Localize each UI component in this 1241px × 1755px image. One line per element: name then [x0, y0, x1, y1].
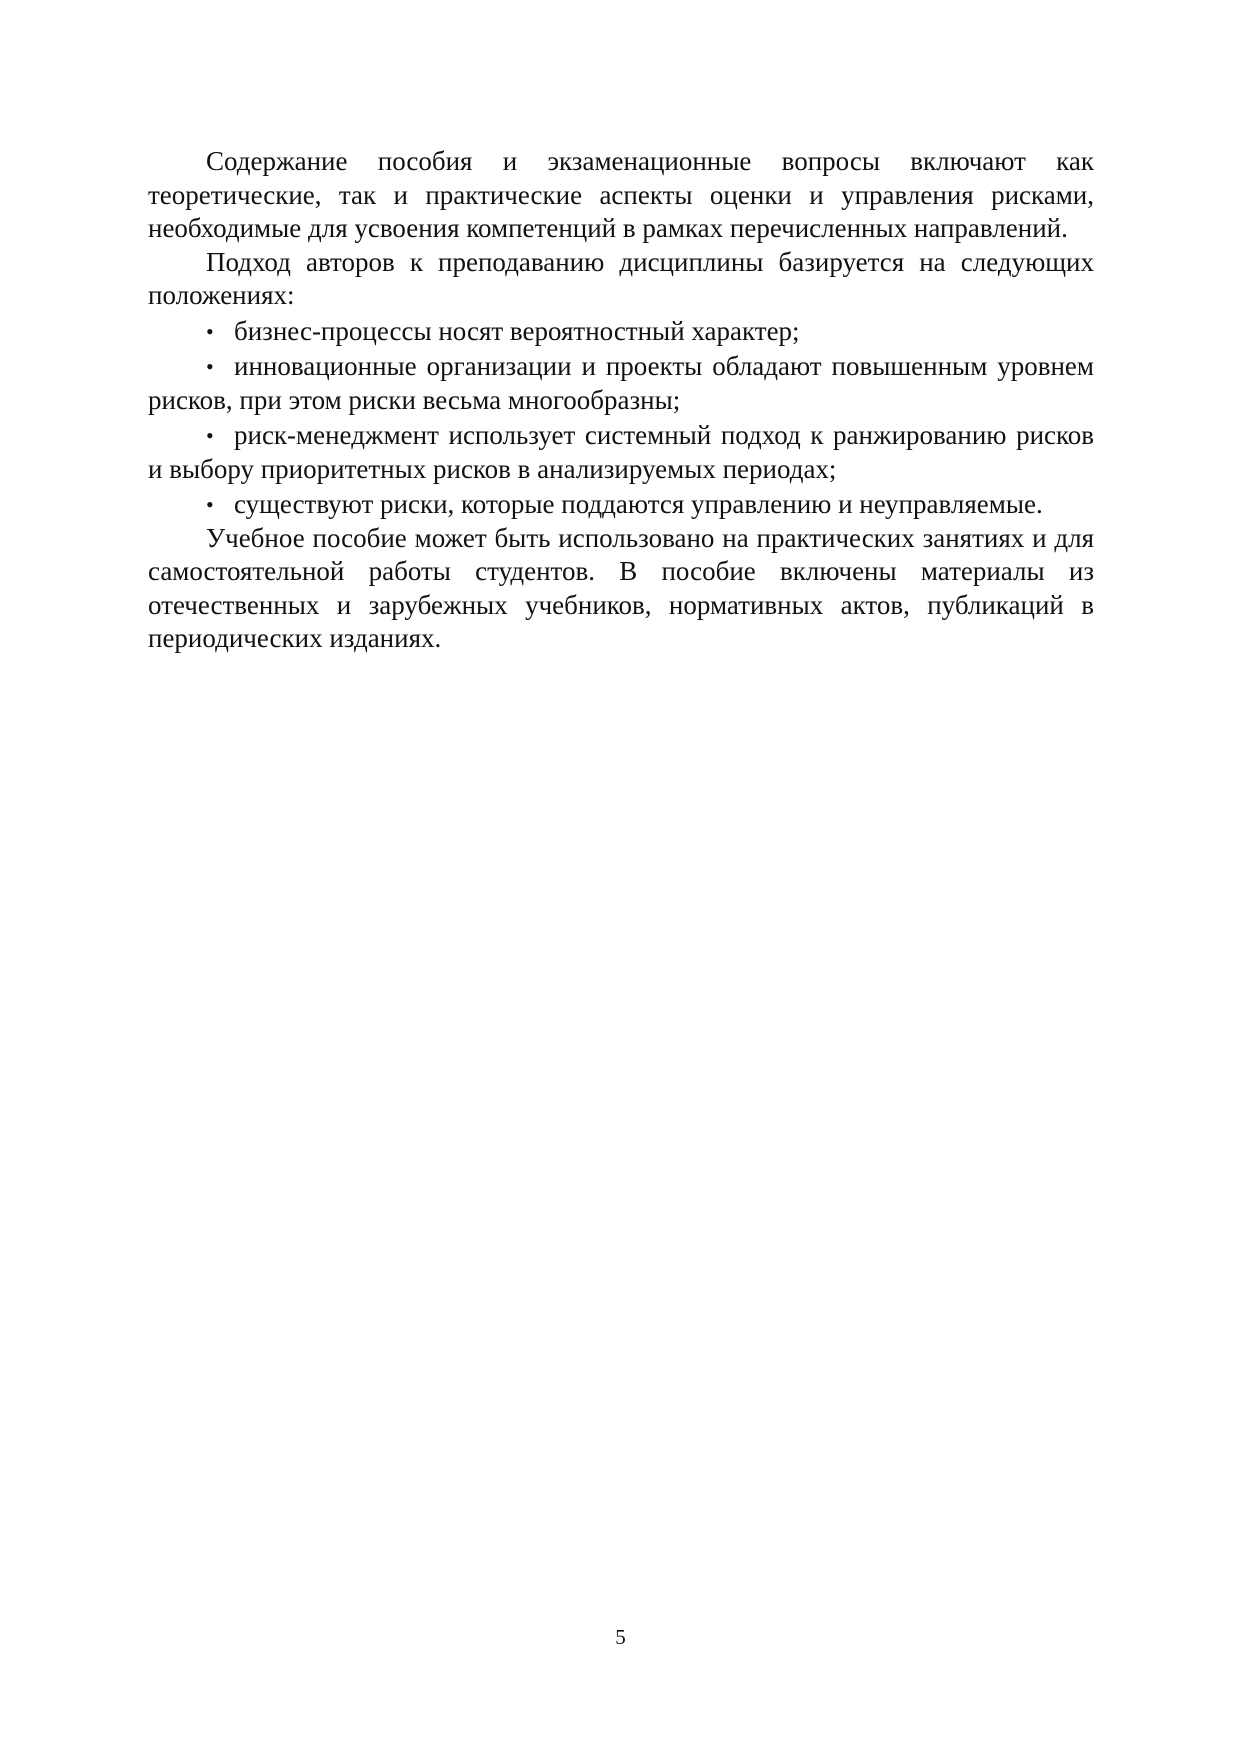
list-item [148, 488, 1094, 522]
page-body [148, 145, 1094, 656]
list-item [148, 419, 1094, 486]
list-item [148, 350, 1094, 417]
list-item-text: бизнес-процессы носят вероятностный характер; [234, 315, 800, 346]
list-item-text: инновационные организации и проекты обладают повышенным уровнем рисков, при этом риски весьма многообразны; [148, 351, 1094, 415]
bullet-icon: • [206, 492, 214, 517]
list-item-text: существуют риски, которые поддаются управлению и неуправляемые. [234, 489, 1043, 519]
bullet-list [148, 315, 1094, 522]
bullet-icon: • [206, 318, 214, 344]
paragraph-approach: Подход авторов к преподаванию дисциплины базируется на следующих положениях: [148, 246, 1094, 310]
list-item-text: риск-менеджмент использует системный подход к ранжированию рисков и выбору приоритетных рисков в анализируемых периодах; [148, 420, 1094, 484]
bullet-icon: • [206, 423, 214, 448]
list-item [148, 315, 1094, 349]
paragraph-intro: Содержание пособия и экзаменационные вопросы включают как теоретические, так и практические аспекты оценки и управления рисками, необходимые для усвоения компетенций в рамках перечисленных направлений. [148, 146, 1094, 243]
paragraph-usage: Учебное пособие может быть использовано на практических занятиях и для самостоятельной работы студентов. В пособие включены материалы из отечественных и зарубежных учебников, нормативных актов, публикаций в периодических изданиях. [148, 522, 1094, 653]
page-number: 5 [615, 1625, 626, 1649]
bullet-icon: • [206, 354, 214, 379]
